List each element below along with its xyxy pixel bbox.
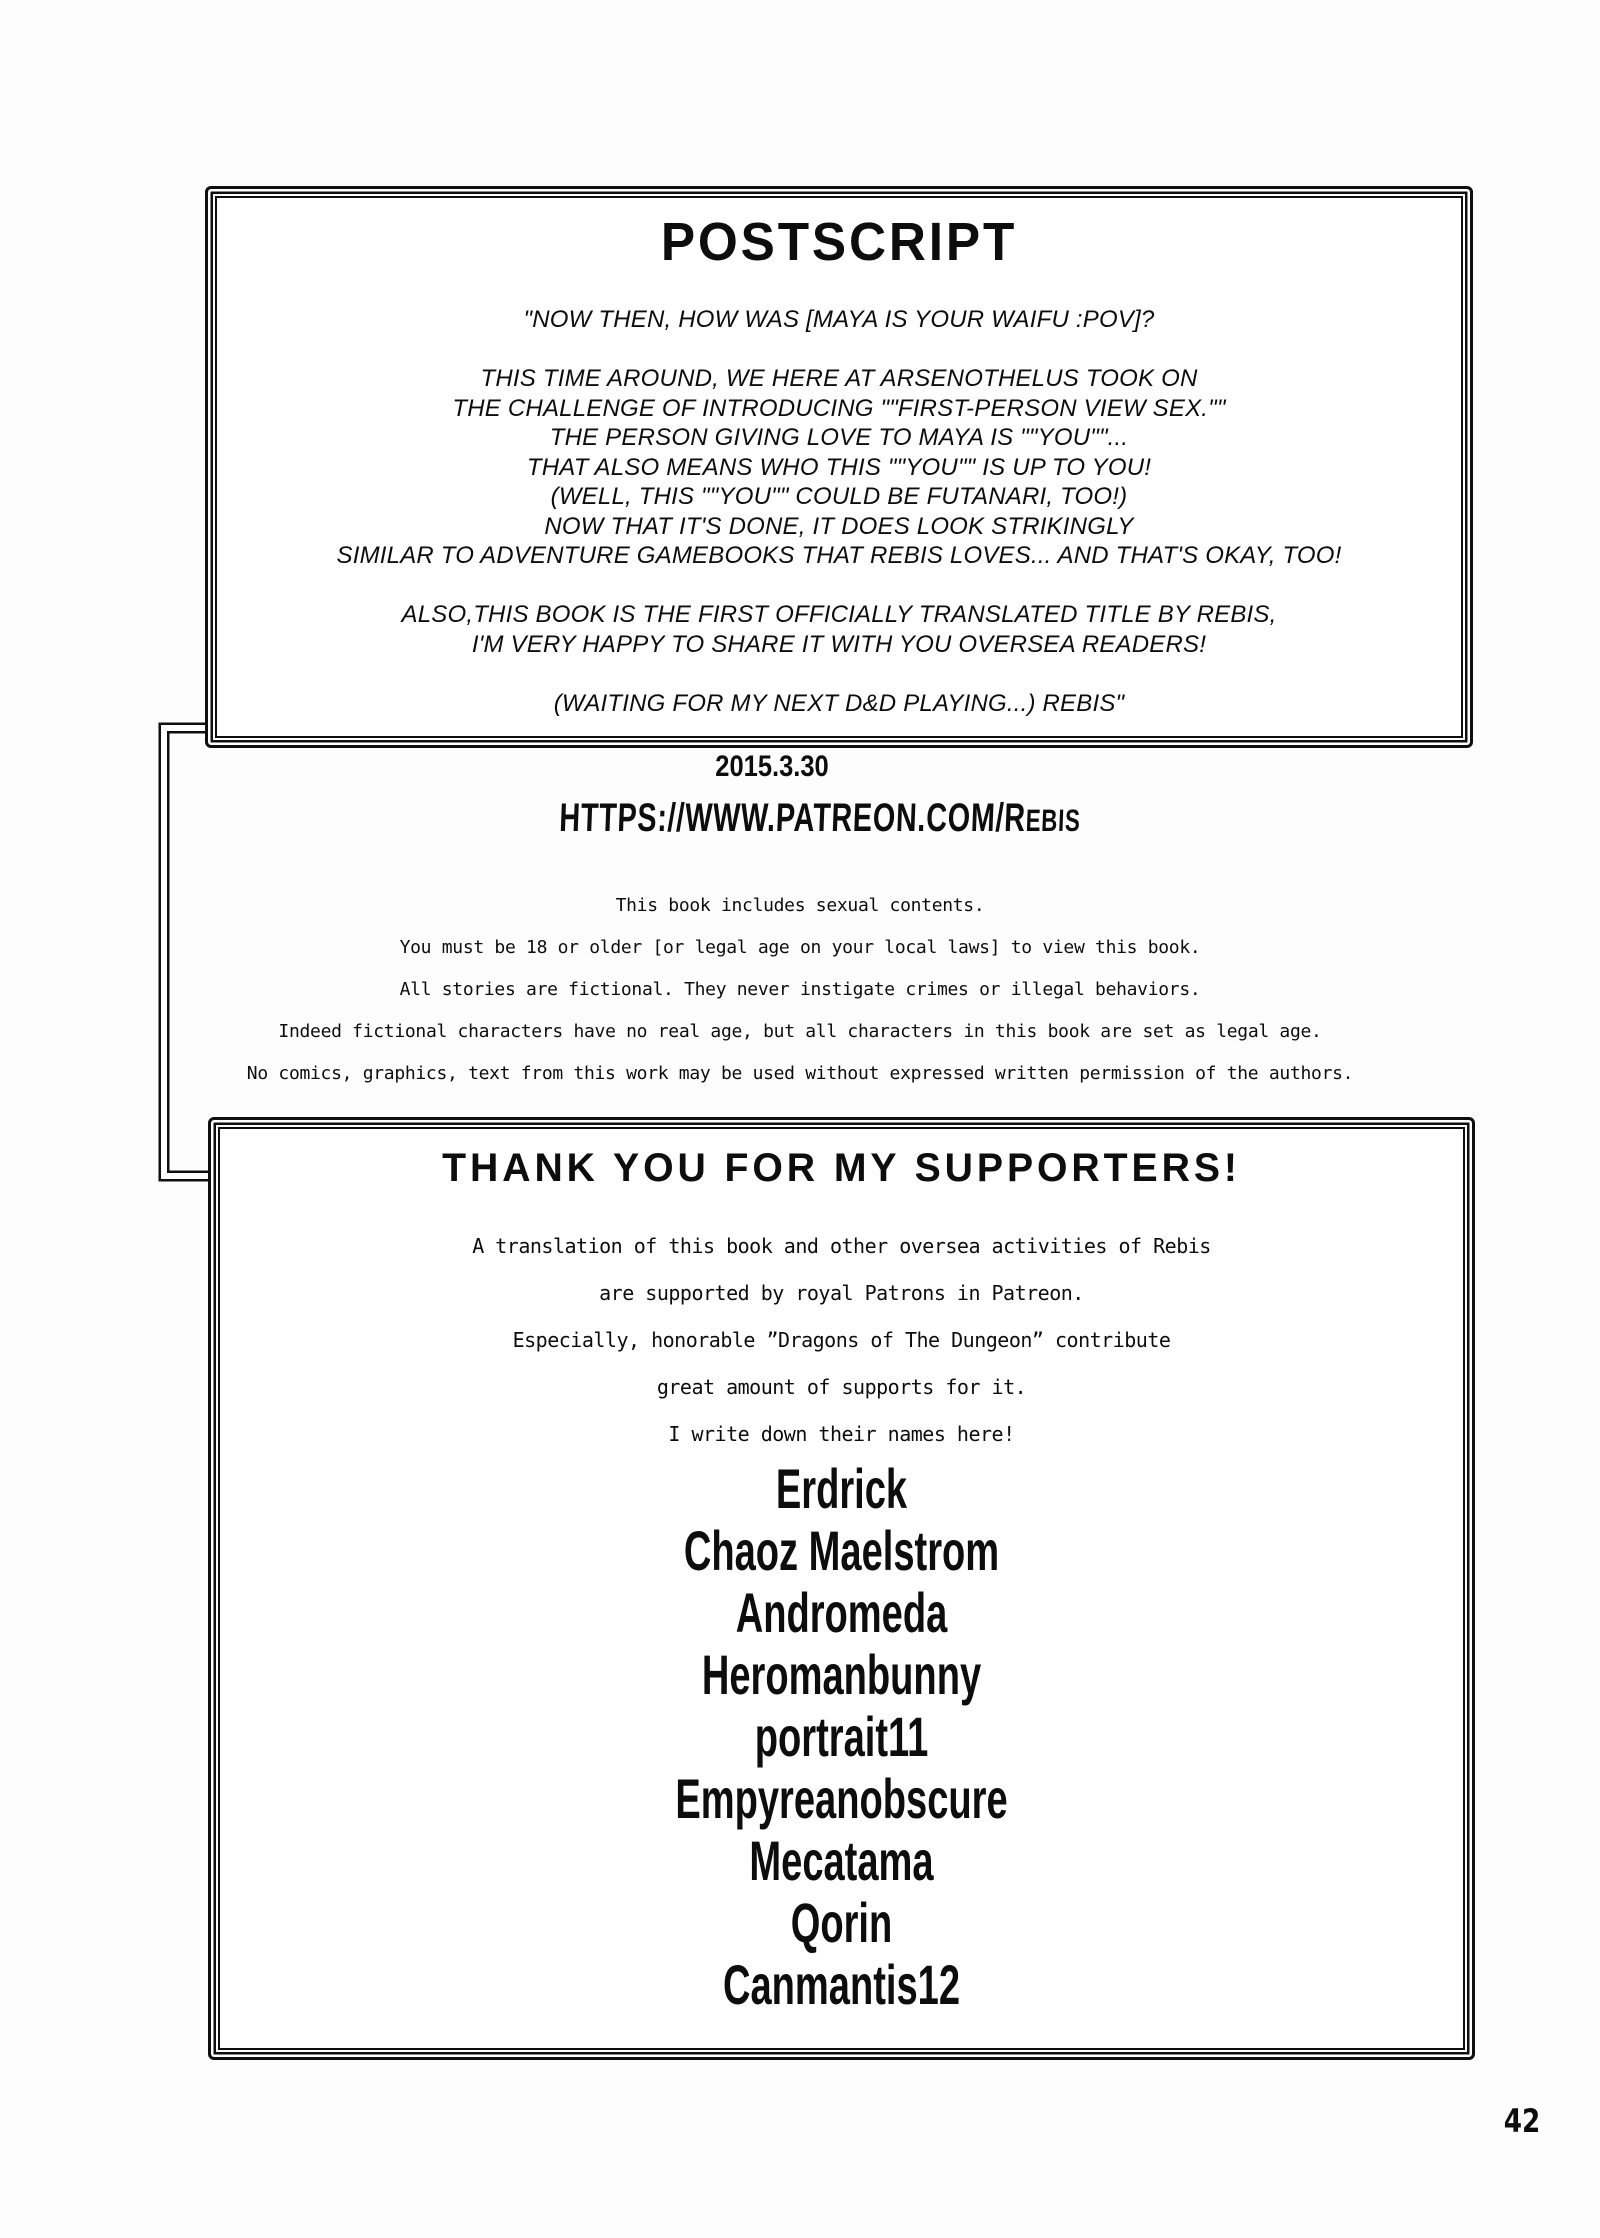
supporters-panel [208, 1117, 1475, 2060]
postscript-line: THAT ALSO MEANS WHO THIS ""YOU"" IS UP TO YOU! [526, 453, 1152, 481]
postscript-line: (WAITING FOR MY NEXT D&D PLAYING...) REBIS" [553, 689, 1125, 717]
supporters-intro-line: A translation of this book and other oversea activities of Rebis [472, 1234, 1211, 1259]
patreon-url [243, 794, 1397, 845]
supporters-intro-line: Especially, honorable ”Dragons of The Dungeon” contribute [512, 1328, 1171, 1353]
supporter-name: Canmantis12 [722, 1953, 961, 2017]
supporter-name: Qorin [790, 1891, 893, 1955]
postscript-line: SIMILAR TO ADVENTURE GAMEBOOKS THAT REBIS LOVES... AND THAT'S OKAY, TOO! [336, 542, 1342, 570]
postscript-line: "NOW THEN, HOW WAS [MAYA IS YOUR WAIFU :POV]? [523, 306, 1155, 334]
supporter-name: Chaoz Maelstrom [683, 1519, 1000, 1583]
supporter-name: Heromanbunny [701, 1643, 982, 1707]
supporter-name: Empyreanobscure [675, 1767, 1008, 1831]
page-number: 42 [1503, 2102, 1541, 2140]
colophon-section [0, 752, 1600, 1095]
postscript-panel [205, 186, 1473, 748]
postscript-title: POSTSCRIPT [660, 212, 1018, 272]
disclaimer-line: No comics, graphics, text from this work may be used without expressed written permission of the authors. [246, 1063, 1354, 1084]
supporters-intro-line: I write down their names here! [668, 1422, 1015, 1447]
supporters-intro [211, 1223, 1472, 1458]
disclaimer-line: You must be 18 or older [or legal age on your local laws] to view this book. [399, 937, 1201, 958]
postscript-line: THE PERSON GIVING LOVE TO MAYA IS ""YOU""... [549, 424, 1129, 452]
disclaimer-line: Indeed fictional characters have no real age, but all characters in this book are set as legal age. [278, 1021, 1322, 1042]
postscript-line: ALSO,THIS BOOK IS THE FIRST OFFICIALLY TRANSLATED TITLE BY REBIS, [401, 601, 1277, 629]
patreon-url-main: HTTPS://WWW.PATREON.COM/R [558, 796, 1027, 840]
postscript-line: (WELL, THIS ""YOU"" COULD BE FUTANARI, TOO!) [550, 483, 1128, 511]
supporter-name: Erdrick [775, 1457, 908, 1521]
supporters-intro-line: great amount of supports for it. [656, 1375, 1027, 1400]
patreon-url-smallcaps: EBIS [1025, 803, 1082, 838]
supporter-name: portrait11 [754, 1705, 929, 1769]
supporters-intro-line: are supported by royal Patrons in Patreon. [599, 1281, 1084, 1306]
disclaimer-line: All stories are fictional. They never instigate crimes or illegal behaviors. [399, 979, 1201, 1000]
postscript-line: THE CHALLENGE OF INTRODUCING ""FIRST-PERSON VIEW SEX."" [452, 394, 1226, 422]
supporters-name-list [211, 1458, 1472, 2016]
supporters-title: THANK YOU FOR MY SUPPORTERS! [442, 1146, 1241, 1190]
supporter-name: Mecatama [749, 1829, 934, 1893]
legal-disclaimer [0, 885, 1600, 1095]
postscript-line: NOW THAT IT'S DONE, IT DOES LOOK STRIKINGLY [544, 512, 1134, 540]
postscript-line [208, 659, 1470, 689]
publication-date: 2015.3.30 [715, 750, 829, 783]
postscript-line [208, 571, 1470, 601]
supporter-name: Andromeda [735, 1581, 948, 1645]
postscript-line [208, 335, 1470, 365]
postscript-body [208, 305, 1470, 718]
disclaimer-line: This book includes sexual contents. [615, 895, 985, 916]
postscript-line: THIS TIME AROUND, WE HERE AT ARSENOTHELUS TOOK ON [480, 365, 1198, 393]
postscript-line: I'M VERY HAPPY TO SHARE IT WITH YOU OVERSEA READERS! [471, 630, 1207, 658]
